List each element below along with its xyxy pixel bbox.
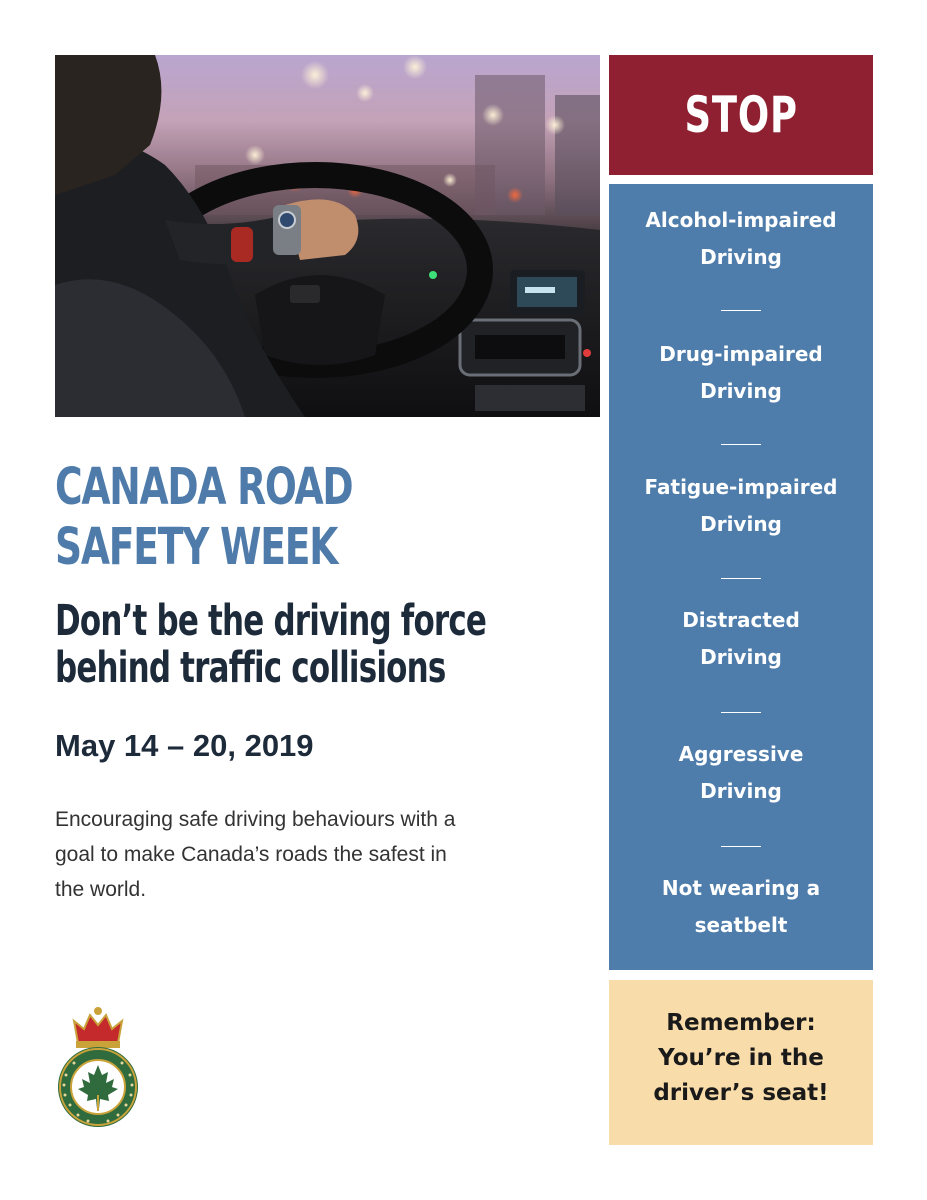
description-line1: Encouraging safe driving behaviours with a: [55, 808, 456, 831]
divider: [721, 444, 761, 445]
hazard-line: Driving: [700, 645, 782, 669]
divider: [721, 578, 761, 579]
description: [55, 802, 535, 907]
hazard-line: Drug-impaired: [659, 342, 823, 366]
divider: [721, 310, 761, 311]
hazard-line: Alcohol-impaired: [645, 208, 837, 232]
slogan: [55, 598, 535, 692]
hazard-item: [609, 870, 873, 944]
stop-label: STOP: [684, 86, 798, 144]
description-line2: goal to make Canada’s roads the safest in: [55, 843, 447, 866]
hazard-item: [609, 602, 873, 676]
hazard-item: [609, 202, 873, 276]
hazard-line: Aggressive: [678, 742, 804, 766]
slogan-line2: behind traffic collisions: [55, 643, 446, 693]
hazard-line: Driving: [700, 245, 782, 269]
hazard-item: [609, 736, 873, 810]
driver-photo: [55, 55, 600, 417]
steering-wheel-icon: [55, 55, 600, 417]
event-title-line1: CANADA ROAD: [55, 458, 353, 517]
reminder-line3: driver’s seat!: [653, 1080, 829, 1106]
hazard-line: Not wearing a: [661, 876, 821, 900]
hazard-item: [609, 469, 873, 543]
stop-banner: [609, 55, 873, 175]
slogan-line1: Don’t be the driving force: [55, 596, 487, 646]
reminder-box: [609, 980, 873, 1145]
event-title: [55, 458, 498, 578]
hazard-line: Fatigue-impaired: [644, 475, 838, 499]
hazard-line: seatbelt: [694, 913, 788, 937]
divider: [721, 846, 761, 847]
hazard-item: [609, 336, 873, 410]
reminder-line2: You’re in the: [658, 1045, 824, 1071]
event-title-line2: SAFETY WEEK: [55, 518, 338, 577]
cacp-crest-icon: [52, 1005, 144, 1130]
hazard-line: Distracted: [682, 608, 800, 632]
hazard-line: Driving: [700, 379, 782, 403]
hazard-list: [609, 184, 873, 970]
divider: [721, 712, 761, 713]
reminder-line1: Remember:: [666, 1010, 816, 1036]
hazard-line: Driving: [700, 779, 782, 803]
hazard-line: Driving: [700, 512, 782, 536]
event-dates: May 14 – 20, 2019: [55, 728, 314, 763]
description-line3: the world.: [55, 878, 147, 901]
